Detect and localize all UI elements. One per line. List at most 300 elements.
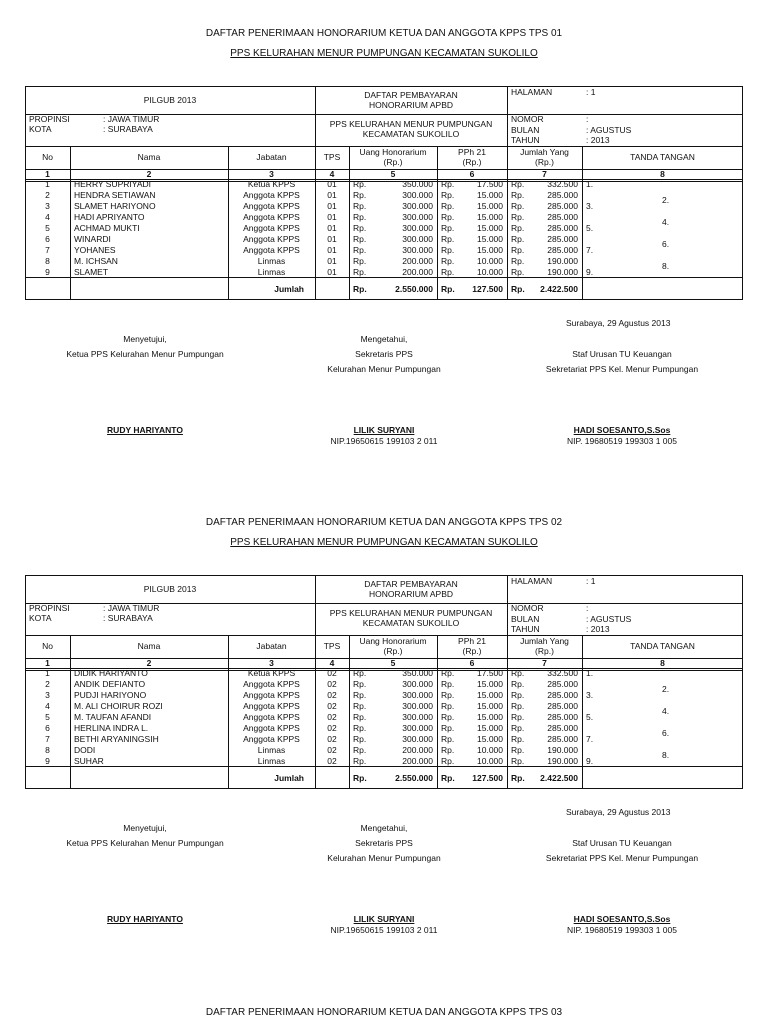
halaman-value: : 1 <box>586 87 596 97</box>
row-jabatan: Anggota KPPS <box>243 734 300 744</box>
column-number: 2 <box>146 169 152 179</box>
document-subtitle-wrap <box>0 537 768 548</box>
row-currency: Rp. <box>511 723 525 733</box>
row-jumlah: 332.500 <box>547 179 578 189</box>
col-header-pph-1: PPh 21 <box>458 147 486 157</box>
signature-caption: Menyetujui, <box>123 823 167 833</box>
row-signature-number: 9. <box>586 756 594 766</box>
row-no: 8 <box>45 256 50 266</box>
column-number: 1 <box>45 169 50 179</box>
row-currency: Rp. <box>441 190 455 200</box>
row-uang: 300.000 <box>402 245 433 255</box>
row-no: 6 <box>45 723 50 733</box>
row-signature-number: 3. <box>586 201 594 211</box>
bulan-value: : AGUSTUS <box>586 614 632 624</box>
table-rule <box>507 86 508 146</box>
row-currency: Rp. <box>353 734 367 744</box>
row-tps: 02 <box>327 723 337 733</box>
row-currency: Rp. <box>441 668 455 678</box>
total-label: Jumlah <box>274 773 304 783</box>
total-currency: Rp. <box>353 773 367 783</box>
row-currency: Rp. <box>511 712 525 722</box>
total-label: Jumlah <box>274 284 304 294</box>
row-pph: 15.000 <box>477 701 503 711</box>
row-tps: 01 <box>327 267 337 277</box>
row-nama: ANDIK DEFIANTO <box>74 679 146 689</box>
col-header-uang-1: Uang Honorarium <box>359 636 427 646</box>
tahun-label: TAHUN <box>511 135 540 145</box>
total-currency: Rp. <box>511 773 525 783</box>
col-header-uang-2: (Rp.) <box>383 646 403 656</box>
row-signature-number: 2. <box>662 684 670 694</box>
row-nama: M. ICHSAN <box>74 256 118 266</box>
row-currency: Rp. <box>511 223 525 233</box>
honorarium-document <box>0 0 768 490</box>
row-uang: 300.000 <box>402 690 433 700</box>
row-no: 1 <box>45 668 50 678</box>
kota-label: KOTA <box>29 124 52 134</box>
row-nama: HENDRA SETIAWAN <box>74 190 156 200</box>
bulan-label: BULAN <box>511 125 540 135</box>
payment-title-2: HONORARIUM APBD <box>368 589 454 599</box>
row-pph: 15.000 <box>477 712 503 722</box>
next-document-title: DAFTAR PENERIMAAN HONORARIUM KETUA DAN ANGGOTA KPPS TPS 03 <box>205 1007 563 1018</box>
row-jabatan: Anggota KPPS <box>243 679 300 689</box>
row-nama: HERRY SUPRIYADI <box>74 179 151 189</box>
row-no: 5 <box>45 223 50 233</box>
col-header-uang-2: (Rp.) <box>383 157 403 167</box>
row-pph: 17.500 <box>477 179 503 189</box>
row-pph: 10.000 <box>477 256 503 266</box>
row-currency: Rp. <box>441 223 455 233</box>
signature-caption: Staf Urusan TU Keuangan <box>572 838 672 848</box>
tahun-value: : 2013 <box>586 135 610 145</box>
signature-caption: Kelurahan Menur Pumpungan <box>327 853 441 863</box>
nomor-value: : <box>586 603 589 613</box>
row-currency: Rp. <box>353 712 367 722</box>
column-number: 6 <box>469 658 475 668</box>
row-tps: 02 <box>327 668 337 678</box>
document-title: DAFTAR PENERIMAAN HONORARIUM KETUA DAN ANGGOTA KPPS TPS 02 <box>205 517 563 528</box>
row-currency: Rp. <box>353 690 367 700</box>
table-rule <box>507 575 508 635</box>
col-header-jabatan: Jabatan <box>256 641 287 651</box>
nomor-value: : <box>586 114 589 124</box>
row-currency: Rp. <box>511 734 525 744</box>
row-jabatan: Anggota KPPS <box>243 712 300 722</box>
row-signature-number: 5. <box>586 223 594 233</box>
signature-caption: Mengetahui, <box>360 334 408 344</box>
col-header-ttd: TANDA TANGAN <box>630 152 695 162</box>
bulan-value: : AGUSTUS <box>586 125 632 135</box>
col-header-tps: TPS <box>323 152 341 162</box>
row-currency: Rp. <box>353 701 367 711</box>
row-uang: 200.000 <box>402 267 433 277</box>
row-jabatan: Anggota KPPS <box>243 201 300 211</box>
total-jumlah: 2.422.500 <box>540 284 578 294</box>
row-currency: Rp. <box>353 201 367 211</box>
row-nama: PUDJI HARIYONO <box>74 690 147 700</box>
signature-caption: Ketua PPS Kelurahan Menur Pumpungan <box>66 349 224 359</box>
row-uang: 300.000 <box>402 234 433 244</box>
col-header-jumlah-1: Jumlah Yang <box>520 147 569 157</box>
row-currency: Rp. <box>511 201 525 211</box>
row-no: 7 <box>45 734 50 744</box>
total-currency: Rp. <box>511 284 525 294</box>
row-jabatan: Ketua KPPS <box>247 668 296 678</box>
row-currency: Rp. <box>441 267 455 277</box>
row-currency: Rp. <box>511 679 525 689</box>
row-signature-number: 6. <box>662 239 670 249</box>
row-currency: Rp. <box>441 179 455 189</box>
column-number: 5 <box>390 169 396 179</box>
row-pph: 15.000 <box>477 734 503 744</box>
column-number: 4 <box>329 658 335 668</box>
row-pph: 15.000 <box>477 245 503 255</box>
honorarium-document <box>0 489 768 979</box>
col-header-ttd: TANDA TANGAN <box>630 641 695 651</box>
row-no: 3 <box>45 690 50 700</box>
propinsi-label: PROPINSI <box>29 114 70 124</box>
row-nama: BETHI ARYANINGSIH <box>74 734 159 744</box>
column-number: 4 <box>329 169 335 179</box>
propinsi-value: : JAWA TIMUR <box>103 114 160 124</box>
column-number: 7 <box>542 658 547 668</box>
row-uang: 300.000 <box>402 212 433 222</box>
bulan-label: BULAN <box>511 614 540 624</box>
signature-caption: Ketua PPS Kelurahan Menur Pumpungan <box>66 838 224 848</box>
row-nama: HADI APRIYANTO <box>74 212 145 222</box>
row-tps: 01 <box>327 190 337 200</box>
row-currency: Rp. <box>353 745 367 755</box>
row-signature-number: 7. <box>586 734 594 744</box>
row-currency: Rp. <box>511 234 525 244</box>
row-jabatan: Anggota KPPS <box>243 223 300 233</box>
halaman-label: HALAMAN <box>511 576 553 586</box>
row-tps: 02 <box>327 756 337 766</box>
event-label: PILGUB 2013 <box>143 584 197 594</box>
row-currency: Rp. <box>441 234 455 244</box>
row-signature-number: 7. <box>586 245 594 255</box>
row-currency: Rp. <box>511 267 525 277</box>
row-uang: 300.000 <box>402 723 433 733</box>
col-header-jumlah-2: (Rp.) <box>535 157 554 167</box>
col-header-nama: Nama <box>137 641 161 651</box>
row-signature-number: 1. <box>586 668 594 678</box>
signature-name: RUDY HARIYANTO <box>107 914 183 924</box>
row-signature-number: 6. <box>662 728 670 738</box>
tahun-label: TAHUN <box>511 624 540 634</box>
row-uang: 300.000 <box>402 734 433 744</box>
place-date: Surabaya, 29 Agustus 2013 <box>566 318 671 328</box>
row-currency: Rp. <box>353 679 367 689</box>
propinsi-label: PROPINSI <box>29 603 70 613</box>
row-signature-number: 8. <box>662 261 670 271</box>
row-currency: Rp. <box>511 212 525 222</box>
row-uang: 300.000 <box>402 679 433 689</box>
row-jabatan: Anggota KPPS <box>243 212 300 222</box>
total-currency: Rp. <box>441 773 455 783</box>
row-jumlah: 190.000 <box>547 756 578 766</box>
row-pph: 10.000 <box>477 745 503 755</box>
row-uang: 300.000 <box>402 712 433 722</box>
total-pph: 127.500 <box>472 284 503 294</box>
row-pph: 15.000 <box>477 212 503 222</box>
row-currency: Rp. <box>511 756 525 766</box>
row-tps: 01 <box>327 223 337 233</box>
row-currency: Rp. <box>353 212 367 222</box>
row-jumlah: 285.000 <box>547 234 578 244</box>
row-pph: 15.000 <box>477 234 503 244</box>
row-jumlah: 285.000 <box>547 212 578 222</box>
column-number: 3 <box>269 658 274 668</box>
pps-line-1: PPS KELURAHAN MENUR PUMPUNGAN <box>329 608 493 618</box>
total-uang: 2.550.000 <box>395 284 433 294</box>
row-signature-number: 9. <box>586 267 594 277</box>
row-jumlah: 285.000 <box>547 690 578 700</box>
row-currency: Rp. <box>511 690 525 700</box>
row-jabatan: Linmas <box>257 267 286 277</box>
column-number: 3 <box>269 169 274 179</box>
row-signature-number: 3. <box>586 690 594 700</box>
row-currency: Rp. <box>353 223 367 233</box>
row-no: 9 <box>45 756 50 766</box>
row-currency: Rp. <box>511 245 525 255</box>
row-uang: 200.000 <box>402 745 433 755</box>
row-currency: Rp. <box>353 267 367 277</box>
signature-caption: Sekretariat PPS Kel. Menur Pumpungan <box>545 853 699 863</box>
col-header-uang-1: Uang Honorarium <box>359 147 427 157</box>
pps-line-2: KECAMATAN SUKOLILO <box>362 618 460 628</box>
row-currency: Rp. <box>353 256 367 266</box>
row-no: 9 <box>45 267 50 277</box>
row-pph: 10.000 <box>477 267 503 277</box>
col-header-no: No <box>42 641 53 651</box>
row-currency: Rp. <box>511 179 525 189</box>
column-number: 6 <box>469 169 475 179</box>
document-subtitle-wrap <box>0 48 768 59</box>
row-no: 3 <box>45 201 50 211</box>
row-currency: Rp. <box>441 256 455 266</box>
row-signature-number: 2. <box>662 195 670 205</box>
signature-caption: Sekretaris PPS <box>355 838 413 848</box>
row-tps: 02 <box>327 690 337 700</box>
row-no: 1 <box>45 179 50 189</box>
row-currency: Rp. <box>353 234 367 244</box>
row-currency: Rp. <box>511 701 525 711</box>
row-pph: 15.000 <box>477 690 503 700</box>
row-nama: DODI <box>74 745 96 755</box>
col-header-tps: TPS <box>323 641 341 651</box>
row-currency: Rp. <box>353 179 367 189</box>
row-tps: 01 <box>327 179 337 189</box>
total-pph: 127.500 <box>472 773 503 783</box>
row-nama: SLAMET HARIYONO <box>74 201 156 211</box>
signature-name: LILIK SURYANI <box>353 914 415 924</box>
row-tps: 02 <box>327 679 337 689</box>
event-label: PILGUB 2013 <box>143 95 197 105</box>
row-currency: Rp. <box>353 756 367 766</box>
signature-name: RUDY HARIYANTO <box>107 425 183 435</box>
row-jabatan: Anggota KPPS <box>243 690 300 700</box>
row-uang: 300.000 <box>402 190 433 200</box>
signature-name: HADI SOESANTO,S.Sos <box>573 425 671 435</box>
row-currency: Rp. <box>511 190 525 200</box>
row-currency: Rp. <box>353 190 367 200</box>
row-jumlah: 285.000 <box>547 190 578 200</box>
document-subtitle: PPS KELURAHAN MENUR PUMPUNGAN KECAMATAN SUKOLILO <box>230 48 538 59</box>
row-currency: Rp. <box>441 734 455 744</box>
col-header-pph-2: (Rp.) <box>462 646 482 656</box>
row-jumlah: 285.000 <box>547 245 578 255</box>
tahun-value: : 2013 <box>586 624 610 634</box>
row-no: 7 <box>45 245 50 255</box>
halaman-value: : 1 <box>586 576 596 586</box>
row-tps: 02 <box>327 745 337 755</box>
row-currency: Rp. <box>441 212 455 222</box>
signature-nip: NIP. 19680519 199303 1 005 <box>567 925 677 935</box>
row-nama: WINARDI <box>74 234 111 244</box>
row-currency: Rp. <box>441 756 455 766</box>
kota-value: : SURABAYA <box>103 124 153 134</box>
row-uang: 350.000 <box>402 668 433 678</box>
nomor-label: NOMOR <box>511 603 544 613</box>
kota-value: : SURABAYA <box>103 613 153 623</box>
row-jumlah: 285.000 <box>547 723 578 733</box>
column-number: 2 <box>146 658 152 668</box>
propinsi-value: : JAWA TIMUR <box>103 603 160 613</box>
row-pph: 10.000 <box>477 756 503 766</box>
row-tps: 02 <box>327 734 337 744</box>
row-currency: Rp. <box>441 690 455 700</box>
signature-nip: NIP.19650615 199103 2 011 <box>330 925 438 935</box>
payment-title-1: DAFTAR PEMBAYARAN <box>364 579 458 589</box>
signature-caption: Menyetujui, <box>123 334 167 344</box>
col-header-pph-1: PPh 21 <box>458 636 486 646</box>
column-number: 7 <box>542 169 547 179</box>
col-header-nama: Nama <box>137 152 161 162</box>
row-jabatan: Ketua KPPS <box>247 179 296 189</box>
payment-title-1: DAFTAR PEMBAYARAN <box>364 90 458 100</box>
row-jabatan: Anggota KPPS <box>243 701 300 711</box>
row-pph: 17.500 <box>477 668 503 678</box>
column-number: 8 <box>660 169 665 179</box>
signature-caption: Kelurahan Menur Pumpungan <box>327 364 441 374</box>
row-jabatan: Anggota KPPS <box>243 234 300 244</box>
signature-name: LILIK SURYANI <box>353 425 415 435</box>
row-uang: 300.000 <box>402 201 433 211</box>
row-nama: HERLINA INDRA L. <box>74 723 149 733</box>
row-currency: Rp. <box>353 245 367 255</box>
place-date: Surabaya, 29 Agustus 2013 <box>566 807 671 817</box>
payment-title-2: HONORARIUM APBD <box>368 100 454 110</box>
row-no: 2 <box>45 679 50 689</box>
row-no: 4 <box>45 701 50 711</box>
row-currency: Rp. <box>353 723 367 733</box>
row-jabatan: Linmas <box>257 745 286 755</box>
row-uang: 300.000 <box>402 701 433 711</box>
row-jumlah: 190.000 <box>547 267 578 277</box>
row-currency: Rp. <box>511 256 525 266</box>
pps-line-1: PPS KELURAHAN MENUR PUMPUNGAN <box>329 119 493 129</box>
row-no: 2 <box>45 190 50 200</box>
row-jabatan: Linmas <box>257 756 286 766</box>
total-currency: Rp. <box>353 284 367 294</box>
total-currency: Rp. <box>441 284 455 294</box>
row-currency: Rp. <box>441 701 455 711</box>
row-currency: Rp. <box>441 679 455 689</box>
row-tps: 02 <box>327 712 337 722</box>
row-jumlah: 285.000 <box>547 701 578 711</box>
row-nama: ACHMAD MUKTI <box>74 223 140 233</box>
row-nama: YOHANES <box>74 245 116 255</box>
col-header-no: No <box>42 152 53 162</box>
nomor-label: NOMOR <box>511 114 544 124</box>
row-currency: Rp. <box>511 745 525 755</box>
row-no: 6 <box>45 234 50 244</box>
row-jabatan: Anggota KPPS <box>243 245 300 255</box>
signature-caption: Sekretariat PPS Kel. Menur Pumpungan <box>545 364 699 374</box>
col-header-jabatan: Jabatan <box>256 152 287 162</box>
column-number: 1 <box>45 658 50 668</box>
row-currency: Rp. <box>511 668 525 678</box>
row-signature-number: 4. <box>662 217 670 227</box>
row-pph: 15.000 <box>477 190 503 200</box>
signature-caption: Staf Urusan TU Keuangan <box>572 349 672 359</box>
row-no: 4 <box>45 212 50 222</box>
row-jumlah: 285.000 <box>547 712 578 722</box>
row-tps: 01 <box>327 201 337 211</box>
signature-nip: NIP.19650615 199103 2 011 <box>330 436 438 446</box>
row-uang: 200.000 <box>402 756 433 766</box>
document-subtitle: PPS KELURAHAN MENUR PUMPUNGAN KECAMATAN SUKOLILO <box>230 537 538 548</box>
total-uang: 2.550.000 <box>395 773 433 783</box>
document-title: DAFTAR PENERIMAAN HONORARIUM KETUA DAN ANGGOTA KPPS TPS 01 <box>205 28 563 39</box>
row-tps: 01 <box>327 245 337 255</box>
column-number: 5 <box>390 658 396 668</box>
row-nama: SUHAR <box>74 756 104 766</box>
row-uang: 350.000 <box>402 179 433 189</box>
row-jabatan: Linmas <box>257 256 286 266</box>
signature-caption: Sekretaris PPS <box>355 349 413 359</box>
row-no: 8 <box>45 745 50 755</box>
row-currency: Rp. <box>441 245 455 255</box>
halaman-label: HALAMAN <box>511 87 553 97</box>
col-header-pph-2: (Rp.) <box>462 157 482 167</box>
row-jumlah: 285.000 <box>547 734 578 744</box>
row-jumlah: 285.000 <box>547 223 578 233</box>
row-tps: 01 <box>327 234 337 244</box>
row-jumlah: 285.000 <box>547 201 578 211</box>
signature-nip: NIP. 19680519 199303 1 005 <box>567 436 677 446</box>
signature-caption: Mengetahui, <box>360 823 408 833</box>
row-nama: M. ALI CHOIRUR ROZI <box>74 701 163 711</box>
signature-name: HADI SOESANTO,S.Sos <box>573 914 671 924</box>
row-nama: M. TAUFAN AFANDI <box>74 712 152 722</box>
row-tps: 01 <box>327 212 337 222</box>
row-currency: Rp. <box>441 201 455 211</box>
row-jabatan: Anggota KPPS <box>243 190 300 200</box>
row-tps: 02 <box>327 701 337 711</box>
row-signature-number: 1. <box>586 179 594 189</box>
row-nama: DIDIK HARIYANTO <box>74 668 148 678</box>
row-jumlah: 190.000 <box>547 745 578 755</box>
row-pph: 15.000 <box>477 223 503 233</box>
row-pph: 15.000 <box>477 679 503 689</box>
row-signature-number: 8. <box>662 750 670 760</box>
row-no: 5 <box>45 712 50 722</box>
row-signature-number: 4. <box>662 706 670 716</box>
